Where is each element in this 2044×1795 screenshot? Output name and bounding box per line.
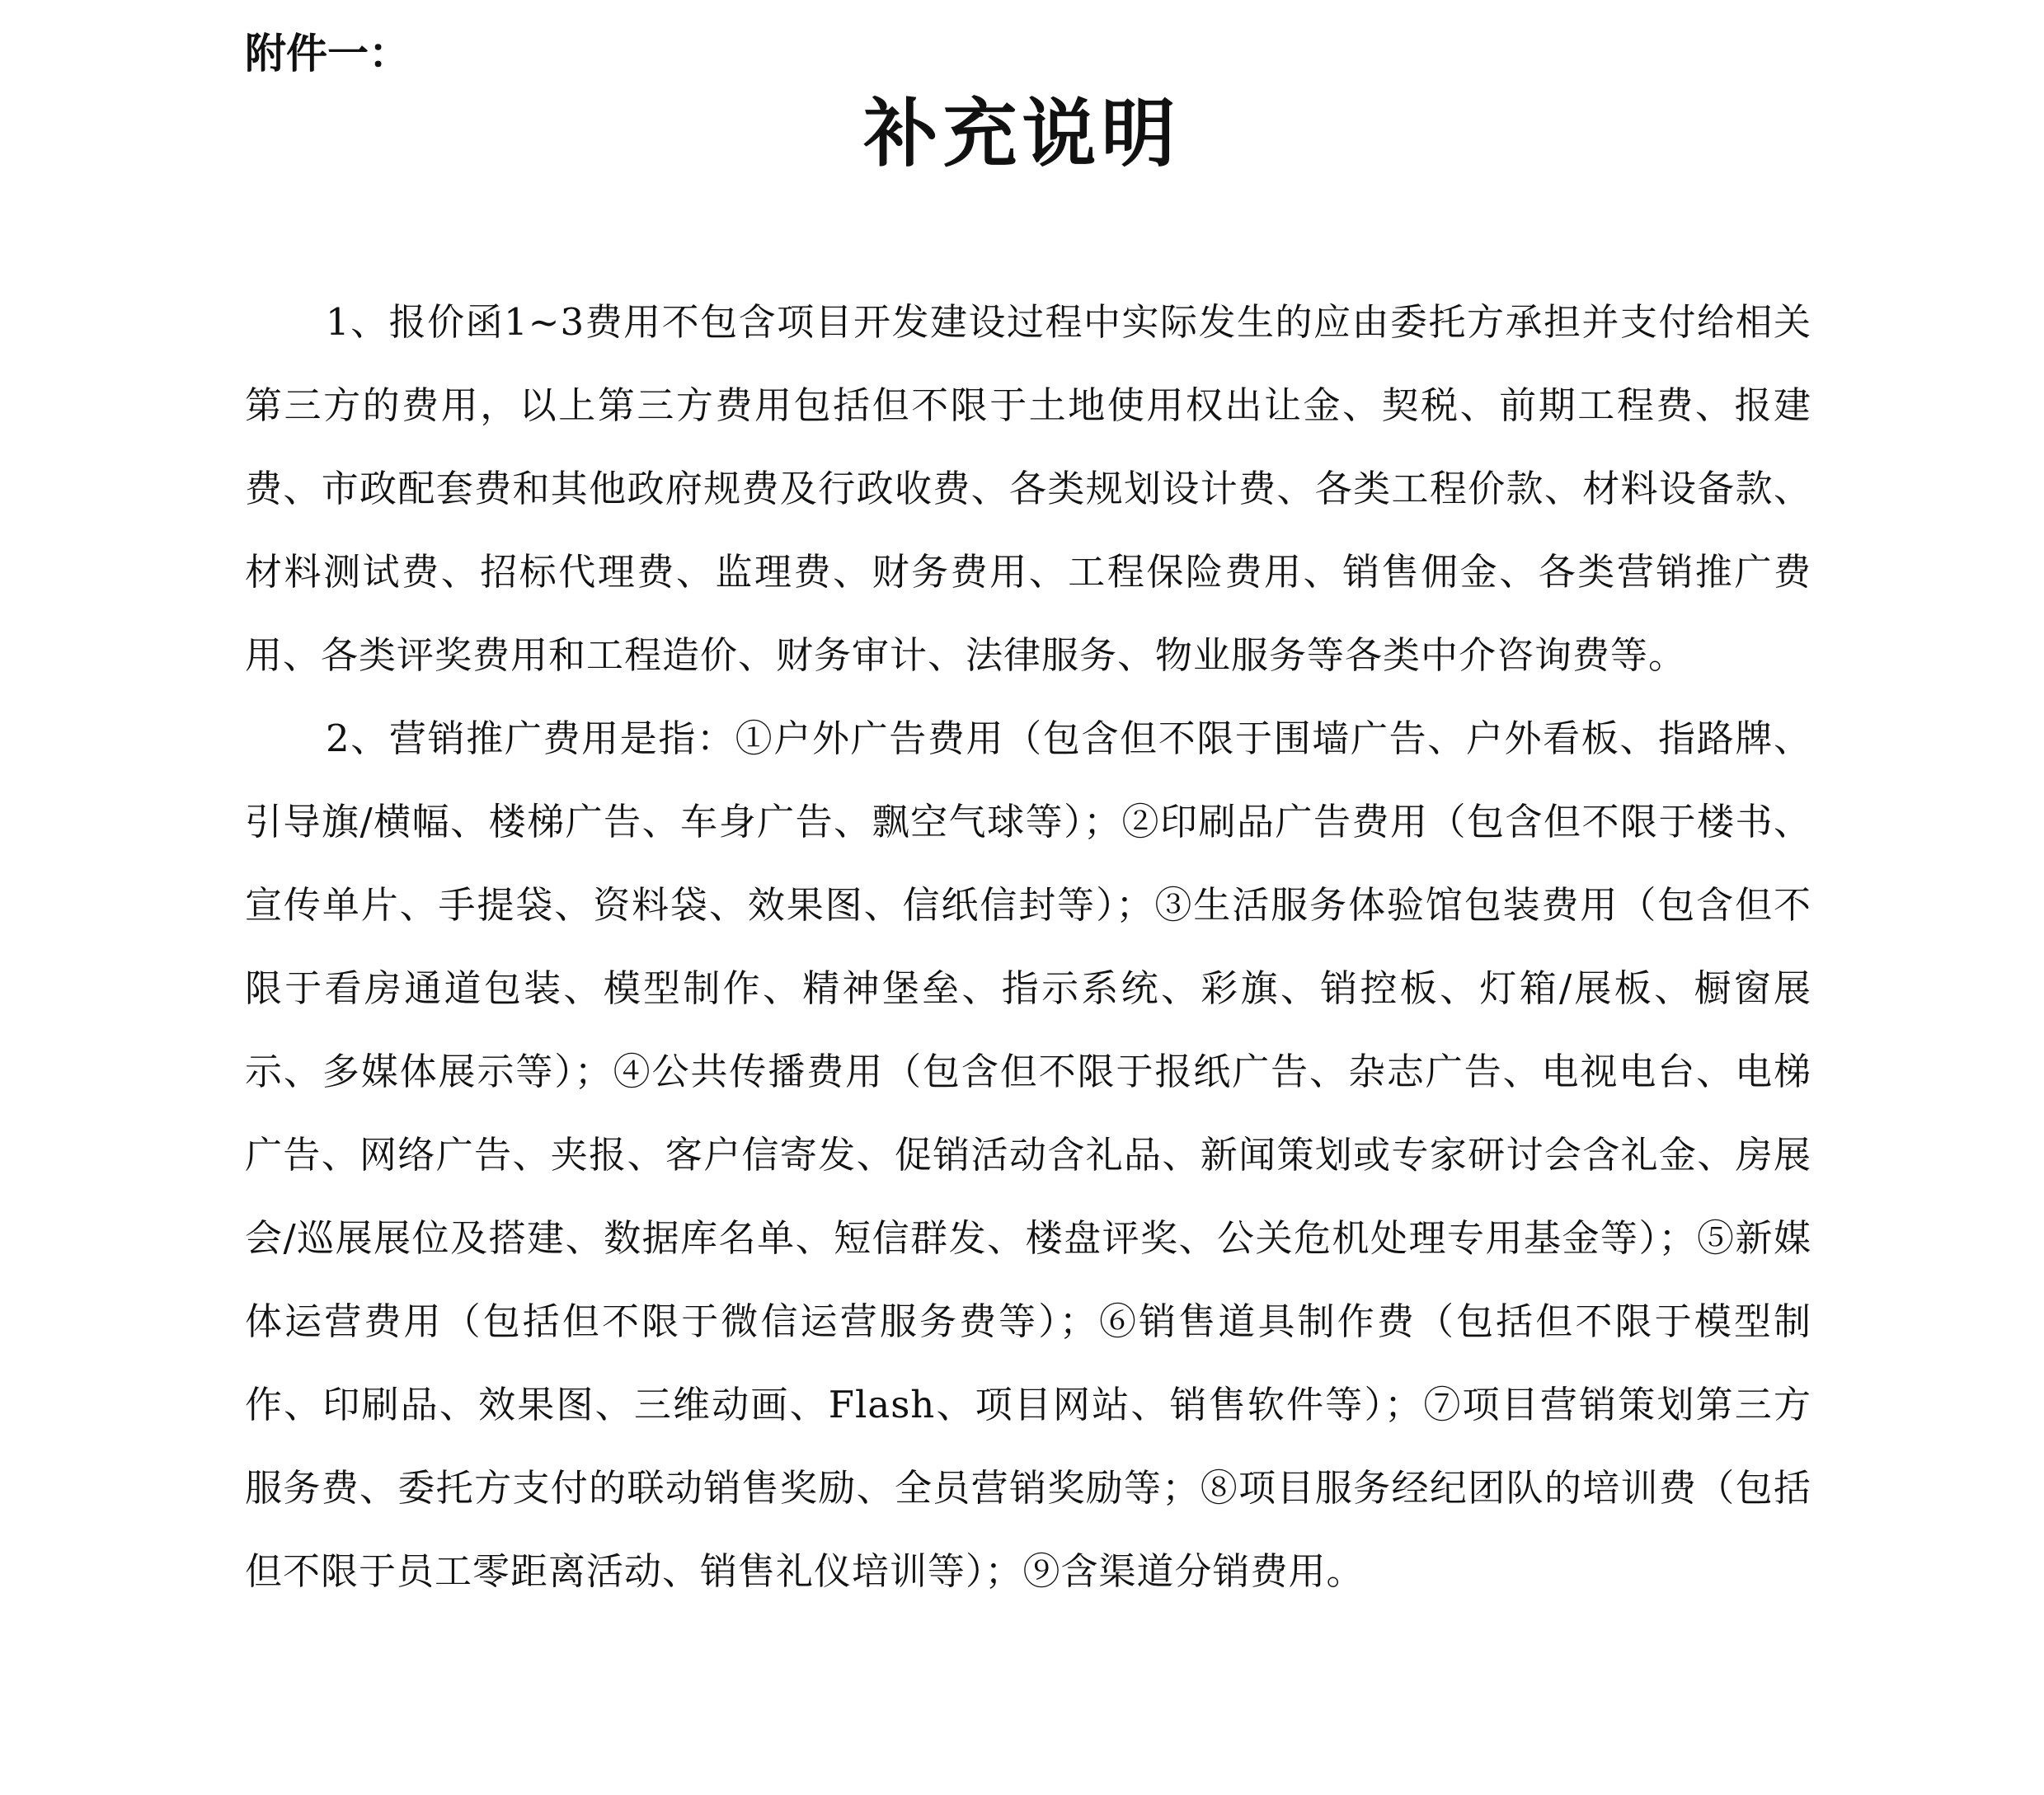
attachment-label: 附件一： xyxy=(245,30,410,78)
paragraph-1: 1、报价函1~3费用不包含项目开发建设过程中实际发生的应由委托方承担并支付给相关第三方的费用，以上第三方费用包括但不限于土地使用权出让金、契税、前期工程费、报建费、市政配套费和其他政府规费及行政收费、各类规划设计费、各类工程价款、材料设备款、材料测试费、招标代理费、监理费、财务费用、工程保险费用、销售佣金、各类营销推广费用、各类评奖费用和工程造价、财务审计、法律服务、物业服务等各类中介咨询费等。 xyxy=(245,300,1811,677)
document-body xyxy=(245,280,1811,1613)
page-title: 补充说明 xyxy=(863,90,1181,177)
paragraph-2: 2、营销推广费用是指：①户外广告费用（包含但不限于围墙广告、户外看板、指路牌、引导旗/横幅、楼梯广告、车身广告、飘空气球等）；②印刷品广告费用（包含但不限于楼书、宣传单片、手提袋、资料袋、效果图、信纸信封等）；③生活服务体验馆包装费用（包含但不限于看房通道包装、模型制作、精神堡垒、指示系统、彩旗、销控板、灯箱/展板、橱窗展示、多媒体展示等）；④公共传播费用（包含但不限于报纸广告、杂志广告、电视电台、电梯广告、网络广告、夹报、客户信寄发、促销活动含礼品、新闻策划或专家研讨会含礼金、房展会/巡展展位及搭建、数据库名单、短信群发、楼盘评奖、公关危机处理专用基金等）；⑤新媒体运营费用（包括但不限于微信运营服务费等）；⑥销售道具制作费（包括但不限于模型制作、印刷品、效果图、三维动画、Flash、项目网站、销售软件等）；⑦项目营销策划第三方服务费、委托方支付的联动销售奖励、全员营销奖励等；⑧项目服务经纪团队的培训费（包括但不限于员工零距离活动、销售礼仪培训等）；⑨含渠道分销费用。 xyxy=(245,717,1811,1593)
